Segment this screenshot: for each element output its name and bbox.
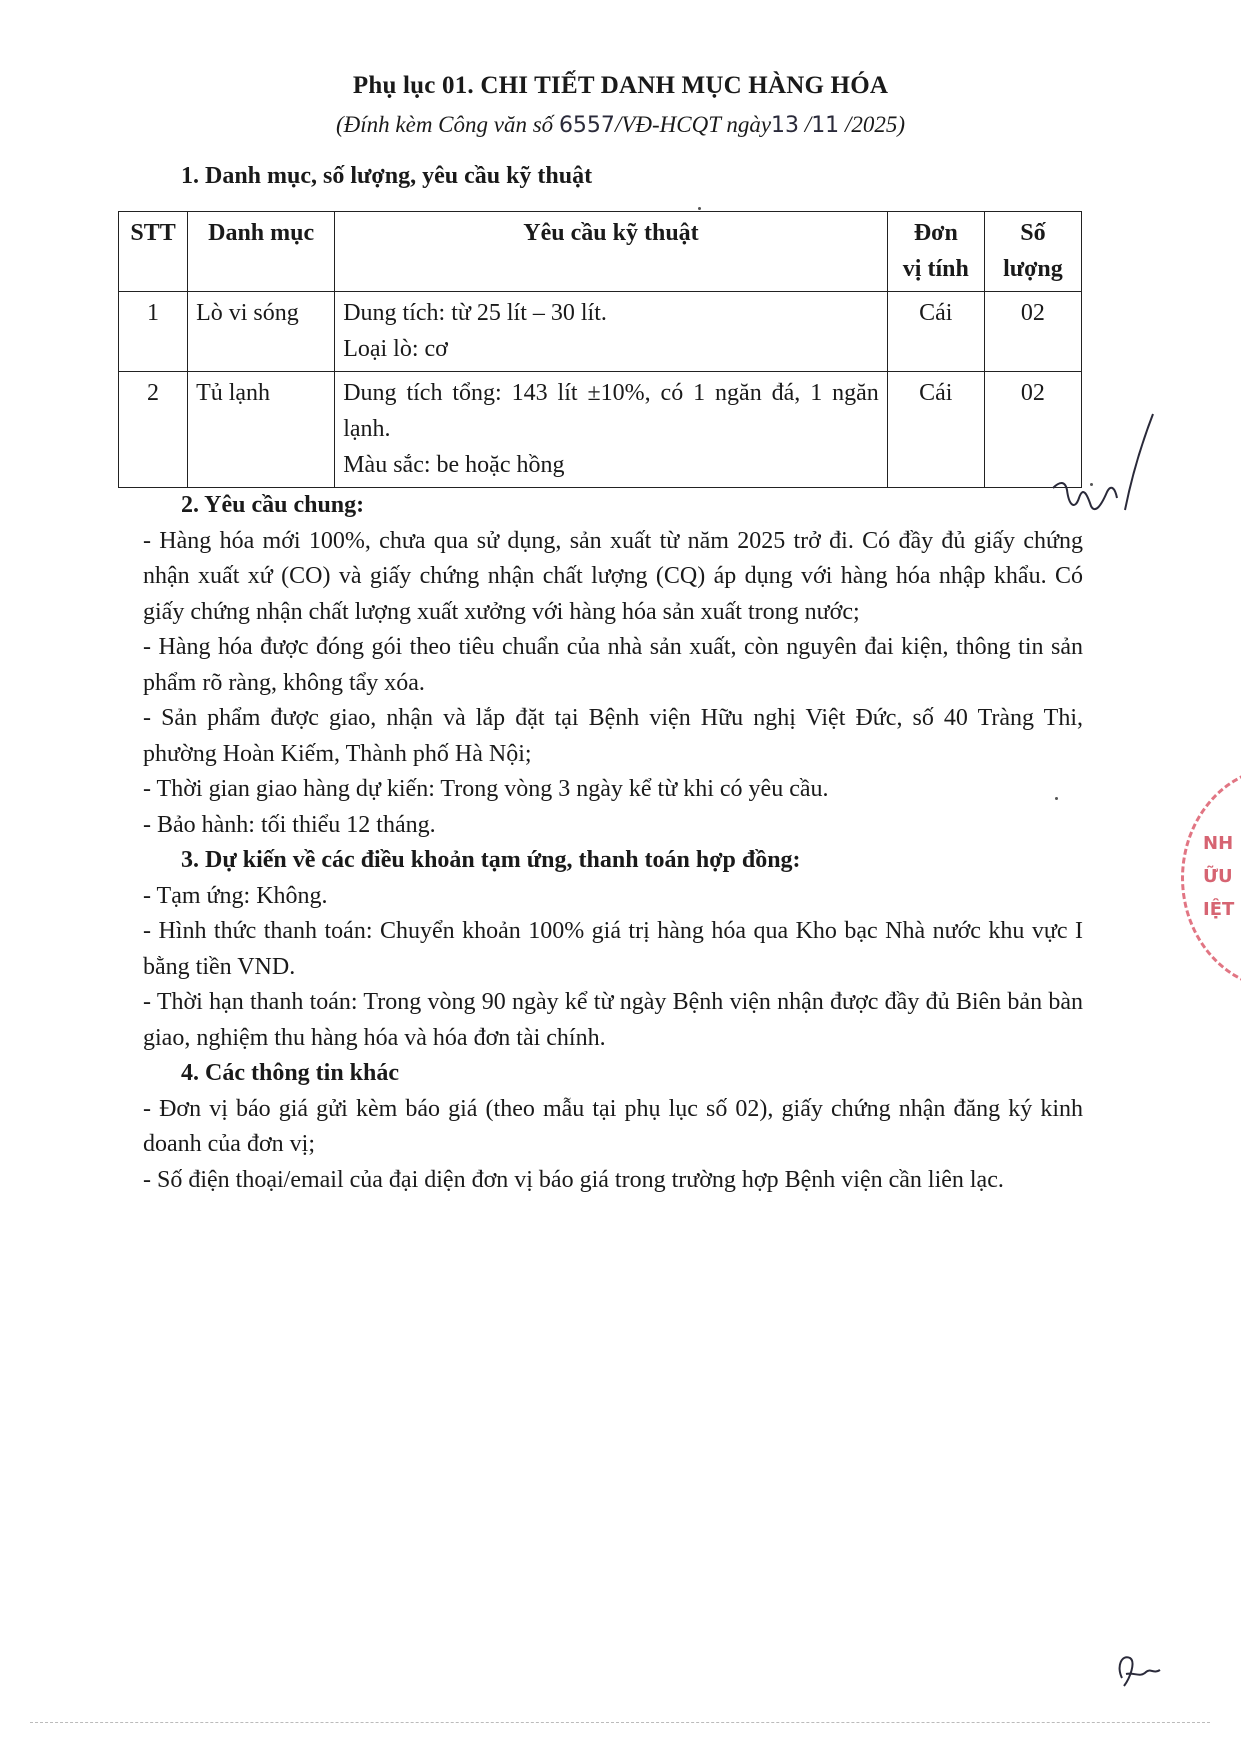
initials-icon <box>1112 1648 1172 1693</box>
header-unit-line2: vị tính <box>902 256 969 282</box>
cell-qty: 02 <box>984 292 1081 372</box>
subtitle-mid: /VĐ-HCQT ngày <box>614 112 772 137</box>
table-row <box>119 292 1082 372</box>
goods-table <box>118 211 1082 488</box>
spec-line: Dung tích: từ 25 lít – 30 lít. <box>343 300 607 326</box>
section3-item: - Hình thức thanh toán: Chuyển khoản 100% giá trị hàng hóa qua Kho bạc Nhà nước khu vực I bằng tiền VND. <box>143 918 1083 980</box>
subtitle-prefix: (Đính kèm Công văn số <box>336 112 559 137</box>
section4-heading: 4. Các thông tin khác <box>181 1060 400 1086</box>
section4-item: - Đơn vị báo giá gửi kèm báo giá (theo mẫu tại phụ lục số 02), giấy chứng nhận đăng ký kinh doanh của đơn vị; <box>143 1095 1083 1157</box>
section2-item: - Sản phẩm được giao, nhận và lắp đặt tại Bệnh viện Hữu nghị Việt Đức, số 40 Tràng Thi, phường Hoàn Kiếm, Thành phố Hà Nội; <box>143 705 1083 767</box>
scan-edge-line <box>30 1722 1210 1723</box>
section2-heading: 2. Yêu cầu chung: <box>181 492 365 518</box>
stamp-text: ỮU <box>1203 866 1233 887</box>
official-stamp <box>1181 765 1241 985</box>
section2-item: - Bảo hành: tối thiểu 12 tháng. <box>143 811 436 838</box>
header-unit-line1: Đơn <box>913 220 958 246</box>
stamp-text: NH <box>1203 833 1234 854</box>
cell-qty: 02 <box>984 372 1081 488</box>
section3-heading: 3. Dự kiến về các điều khoản tạm ứng, thanh toán hợp đồng: <box>181 847 801 873</box>
scan-speck <box>1055 797 1058 800</box>
section3-item: - Tạm ứng: Không. <box>143 882 328 909</box>
page-subtitle <box>0 112 1241 138</box>
cell-unit: Cái <box>887 372 984 488</box>
section2-item: - Hàng hóa được đóng gói theo tiêu chuẩn của nhà sản xuất, còn nguyên đai kiện, thông tin sản phẩm rõ ràng, không tẩy xóa. <box>143 634 1083 696</box>
section1-heading: 1. Danh mục, số lượng, yêu cầu kỹ thuật <box>181 163 593 189</box>
section3-item: - Thời hạn thanh toán: Trong vòng 90 ngày kể từ ngày Bệnh viện nhận được đầy đủ Biên bản bàn giao, nghiệm thu hàng hóa và hóa đơn tài chính. <box>143 989 1083 1051</box>
body-sections <box>143 488 1083 1198</box>
cell-stt: 2 <box>119 372 188 488</box>
subtitle-sep: / <box>799 112 812 137</box>
handwritten-month: 11 <box>811 113 840 138</box>
cell-category: Tủ lạnh <box>188 372 335 488</box>
cell-spec <box>335 292 888 372</box>
handwritten-day: 13 <box>771 113 800 138</box>
header-qty-line2: lượng <box>1003 256 1063 282</box>
header-qty-line1: Số <box>1020 220 1046 246</box>
header-category: Danh mục <box>188 212 335 292</box>
header-qty <box>984 212 1081 292</box>
page-title: Phụ lục 01. CHI TIẾT DANH MỤC HÀNG HÓA <box>352 72 889 99</box>
section2-item: - Thời gian giao hàng dự kiến: Trong vòng 3 ngày kể từ khi có yêu cầu. <box>143 776 829 802</box>
spec-line: Màu sắc: be hoặc hồng <box>343 452 565 478</box>
cell-spec <box>335 372 888 488</box>
header-stt: STT <box>119 212 188 292</box>
cell-stt: 1 <box>119 292 188 372</box>
spec-line: Loại lò: cơ <box>343 336 448 362</box>
header-spec: Yêu cầu kỹ thuật <box>335 212 888 292</box>
spec-line: Dung tích tổng: 143 lít ±10%, có 1 ngăn đá, 1 ngăn lạnh. <box>343 380 879 442</box>
section4-item: - Số điện thoại/email của đại diện đơn vị báo giá trong trường hợp Bệnh viện cần liên lạc. <box>143 1166 1004 1193</box>
scan-speck <box>1090 483 1093 486</box>
table-row <box>119 372 1082 488</box>
signature-mark-icon <box>1045 410 1160 520</box>
header-unit <box>887 212 984 292</box>
section2-item: - Hàng hóa mới 100%, chưa qua sử dụng, sản xuất từ năm 2025 trở đi. Có đầy đủ giấy chứng nhận xuất xứ (CO) và giấy chứng nhận chất lượng (CQ) áp dụng với hàng hóa nhập khẩu. Có giấy chứng nhận chất lượng xuất xưởng với hàng hóa sản xuất trong nước; <box>143 527 1083 625</box>
stamp-text: IỆT <box>1203 899 1235 920</box>
cell-unit: Cái <box>887 292 984 372</box>
subtitle-suffix: /2025) <box>839 112 905 137</box>
table-header-row <box>119 212 1082 292</box>
scan-speck <box>698 207 701 210</box>
cell-category: Lò vi sóng <box>188 292 335 372</box>
handwritten-doc-number: 6557 <box>558 113 615 138</box>
